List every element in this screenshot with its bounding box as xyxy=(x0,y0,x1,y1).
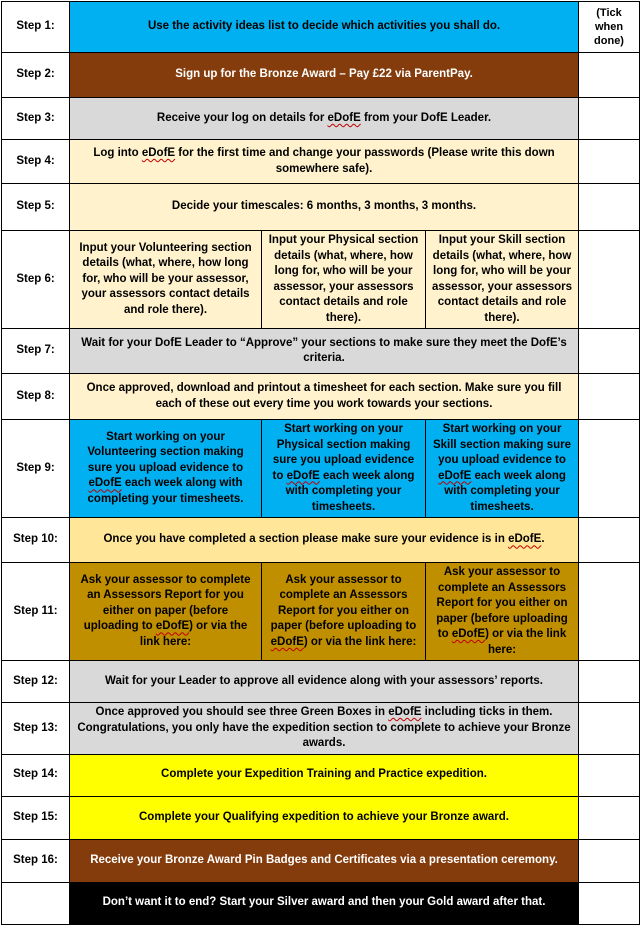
step-label: Step 6: xyxy=(2,231,70,329)
step-row xyxy=(2,374,640,420)
volunteering-section-cell: Start working on your Volunteering section making sure you upload evidence to eDofE each week along with completing your timesheets. xyxy=(70,420,262,518)
step-label: Step 1: xyxy=(2,2,70,53)
step-row xyxy=(2,420,640,518)
step-row xyxy=(2,140,640,184)
step-instruction: Don’t want it to end? Start your Silver award and then your Gold award after that. xyxy=(70,882,579,924)
step-label: Step 4: xyxy=(2,140,70,184)
tick-box[interactable] xyxy=(579,98,640,140)
step-row xyxy=(2,839,640,882)
step-row xyxy=(2,796,640,839)
skill-section-cell: Input your Skill section details (what, where, how long for, who will be your assessor, your assessors contact details and role there). xyxy=(426,231,579,329)
step-instruction: Log into eDofE for the first time and change your passwords (Please write this down somewhere safe). xyxy=(70,140,579,184)
tick-box[interactable] xyxy=(579,231,640,329)
tick-box[interactable] xyxy=(579,140,640,184)
step-label: Step 9: xyxy=(2,420,70,518)
physical-section-cell: Ask your assessor to complete an Assessors Report for you either on paper (before uploading to eDofE) or via the link here: xyxy=(262,563,426,661)
step-label: Step 10: xyxy=(2,518,70,563)
step-label: Step 16: xyxy=(2,839,70,882)
step-row xyxy=(2,563,640,661)
physical-section-cell: Input your Physical section details (what, where, how long for, who will be your assessor, your assessors contact details and role there). xyxy=(262,231,426,329)
step-instruction: Decide your timescales: 6 months, 3 months, 3 months. xyxy=(70,184,579,231)
step-instruction: Complete your Expedition Training and Practice expedition. xyxy=(70,754,579,796)
step-label: Step 3: xyxy=(2,98,70,140)
step-label: Step 11: xyxy=(2,563,70,661)
tick-box[interactable] xyxy=(579,703,640,755)
step-instruction: Once approved you should see three Green Boxes in eDofE including ticks in them. Congratulations, you only have the expedition section to complete to achieve your Bronze awards. xyxy=(70,703,579,755)
volunteering-section-cell: Ask your assessor to complete an Assessors Report for you either on paper (before uploading to eDofE) or via the link here: xyxy=(70,563,262,661)
step-row xyxy=(2,882,640,924)
tick-box[interactable] xyxy=(579,882,640,924)
step-row xyxy=(2,98,640,140)
tick-box[interactable] xyxy=(579,518,640,563)
skill-section-cell: Ask your assessor to complete an Assessors Report for you either on paper (before uploading to eDofE) or via the link here: xyxy=(426,563,579,661)
step-row xyxy=(2,754,640,796)
step-row xyxy=(2,53,640,98)
physical-section-cell: Start working on your Physical section making sure you upload evidence to eDofE each week along with completing your timesheets. xyxy=(262,420,426,518)
step-row xyxy=(2,703,640,755)
step-label: Step 14: xyxy=(2,754,70,796)
tick-box[interactable] xyxy=(579,184,640,231)
step-row xyxy=(2,661,640,703)
step-row xyxy=(2,231,640,329)
tick-box[interactable] xyxy=(579,329,640,374)
step-instruction: Once you have completed a section please make sure your evidence is in eDofE. xyxy=(70,518,579,563)
tick-box[interactable] xyxy=(579,661,640,703)
step-row xyxy=(2,184,640,231)
step-instruction: Wait for your Leader to approve all evidence along with your assessors’ reports. xyxy=(70,661,579,703)
step-instruction: Sign up for the Bronze Award – Pay £22 via ParentPay. xyxy=(70,53,579,98)
step-row xyxy=(2,329,640,374)
step-instruction: Wait for your DofE Leader to “Approve” your sections to make sure they meet the DofE’s criteria. xyxy=(70,329,579,374)
volunteering-section-cell: Input your Volunteering section details (what, where, how long for, who will be your assessor, your assessors contact details and role there). xyxy=(70,231,262,329)
skill-section-cell: Start working on your Skill section making sure you upload evidence to eDofE each week along with completing your timesheets. xyxy=(426,420,579,518)
step-instruction: Use the activity ideas list to decide which activities you shall do. xyxy=(70,2,579,53)
tick-box[interactable] xyxy=(579,374,640,420)
step-label: Step 13: xyxy=(2,703,70,755)
step-row xyxy=(2,518,640,563)
tick-box[interactable] xyxy=(579,796,640,839)
tick-box[interactable] xyxy=(579,839,640,882)
step-label: Step 7: xyxy=(2,329,70,374)
step-instruction: Complete your Qualifying expedition to achieve your Bronze award. xyxy=(70,796,579,839)
tick-box[interactable] xyxy=(579,754,640,796)
step-label: Step 12: xyxy=(2,661,70,703)
dofe-steps-table xyxy=(1,1,640,925)
step-label: Step 5: xyxy=(2,184,70,231)
step-label: Step 2: xyxy=(2,53,70,98)
step-instruction: Once approved, download and printout a timesheet for each section. Make sure you fill each of these out every time you work towards your sections. xyxy=(70,374,579,420)
tick-box[interactable] xyxy=(579,563,640,661)
tick-box[interactable] xyxy=(579,420,640,518)
step-label xyxy=(2,882,70,924)
step-instruction: Receive your Bronze Award Pin Badges and Certificates via a presentation ceremony. xyxy=(70,839,579,882)
step-label: Step 15: xyxy=(2,796,70,839)
tick-column-header: (Tick when done) xyxy=(579,2,640,53)
step-instruction: Receive your log on details for eDofE from your DofE Leader. xyxy=(70,98,579,140)
step-label: Step 8: xyxy=(2,374,70,420)
tick-box[interactable] xyxy=(579,53,640,98)
step-row xyxy=(2,2,640,53)
